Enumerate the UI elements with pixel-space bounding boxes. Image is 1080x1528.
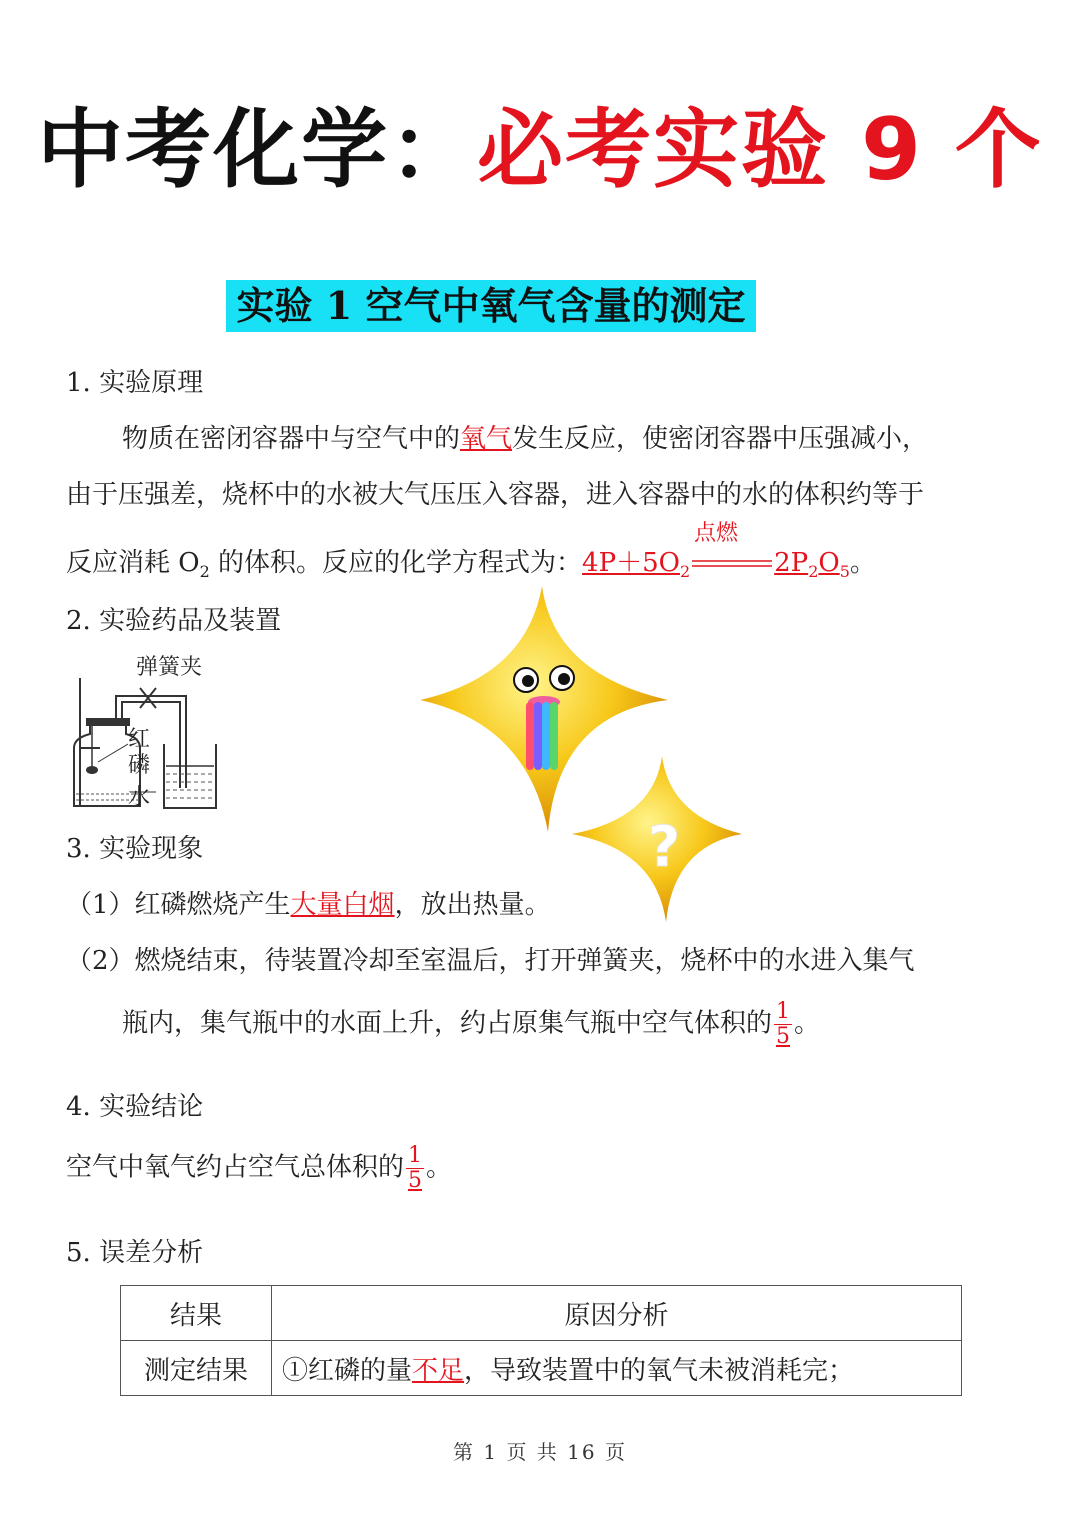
conclusion-fraction-denominator: 5 (408, 1168, 423, 1193)
section5-heading: 5. 误差分析 (66, 1238, 204, 1268)
table-header-row (121, 1286, 962, 1341)
label-phosphorus-2: 磷 (128, 753, 151, 778)
equation-left (582, 548, 691, 582)
conclusion-text (66, 1144, 452, 1193)
title-highlight: 必考实验 9 个 (477, 100, 1043, 200)
equation-arrow-line (690, 554, 774, 574)
conclusion-fraction-numerator: 1 (408, 1143, 423, 1168)
equation-right (774, 548, 850, 582)
insufficient-keyword: 不足 (412, 1355, 465, 1386)
label-water: 水 (128, 785, 151, 810)
label-phosphorus-1: 红 (128, 727, 151, 752)
eq-right-sub1: 2 (808, 562, 819, 582)
table-row (121, 1341, 962, 1396)
eq-right-sub2: 5 (839, 562, 850, 582)
principle-line1-b: 发生反应，使密闭容器中压强减小， (512, 424, 929, 454)
phenomenon-item1 (66, 884, 551, 921)
table-cell-reason (272, 1341, 962, 1396)
phenomenon-item1-a: （1）红磷燃烧产生 (66, 890, 291, 920)
section1-heading: 1. 实验原理 (66, 368, 204, 398)
rainbow-star-sticker-icon (418, 584, 748, 924)
page-title (0, 80, 1080, 204)
section3-heading: 3. 实验现象 (66, 834, 204, 864)
reason-text-b: ，导致装置中的氧气未被消耗完； (464, 1355, 855, 1386)
label-spring-clip: 弹簧夹 (136, 655, 203, 680)
table-header-result: 结果 (121, 1286, 272, 1341)
principle-line3-b: 的体积。反应的化学方程式为： (209, 548, 583, 578)
phenomenon-item2-line1: （2）燃烧结束，待装置冷却至室温后，打开弹簧夹，烧杯中的水进入集气 (66, 946, 915, 976)
phenomenon-end: 。 (794, 1008, 821, 1039)
question-star-sticker-icon: ? (647, 815, 681, 880)
principle-line1 (122, 418, 928, 455)
eq-left-sub: 2 (679, 562, 691, 582)
title-prefix: 中考化学： (37, 100, 478, 200)
section2-heading: 2. 实验药品及装置 (66, 606, 282, 636)
reason-text-a: ①红磷的量 (282, 1355, 413, 1386)
equation-condition: 点燃 (694, 521, 739, 546)
fraction-one-fifth (774, 1000, 792, 1049)
oxygen-keyword: 氧气 (460, 424, 513, 454)
phenomenon-item1-b: ，放出热量。 (394, 890, 551, 920)
conclusion-text-a: 空气中氧气约占空气总体积的 (66, 1152, 405, 1183)
principle-line2: 由于压强差，烧杯中的水被大气压压入容器，进入容器中的水的体积约等于 (66, 480, 925, 510)
eq-right-a: 2P (774, 548, 809, 578)
principle-line3-a: 反应消耗 O (66, 548, 200, 578)
phenomenon-item2-line2 (122, 1000, 820, 1049)
table-cell-result: 测定结果 (121, 1341, 272, 1396)
page-footer: 第 1 页 共 16 页 (453, 1440, 627, 1464)
eq-end: 。 (849, 548, 876, 578)
conclusion-fraction (406, 1144, 424, 1193)
section4-heading: 4. 实验结论 (66, 1092, 204, 1122)
o2-subscript: 2 (199, 562, 210, 582)
white-smoke-keyword: 大量白烟 (290, 890, 395, 920)
conclusion-end: 。 (426, 1152, 453, 1183)
eq-left-text: 4P＋5O (582, 548, 680, 578)
fraction-denominator: 5 (776, 1024, 791, 1049)
phenomenon-item2-line2-text: 瓶内，集气瓶中的水面上升，约占原集气瓶中空气体积的 (122, 1008, 773, 1039)
table-header-reason: 原因分析 (272, 1286, 962, 1341)
error-analysis-table (120, 1285, 962, 1396)
chemical-equation (582, 521, 850, 582)
fraction-numerator: 1 (776, 999, 791, 1024)
eq-right-b: O (818, 548, 840, 578)
principle-line3 (66, 521, 876, 582)
principle-line1-a: 物质在密闭容器中与空气中的 (122, 424, 461, 454)
experiment-title: 实验 1 空气中氧气含量的测定 (226, 280, 756, 332)
